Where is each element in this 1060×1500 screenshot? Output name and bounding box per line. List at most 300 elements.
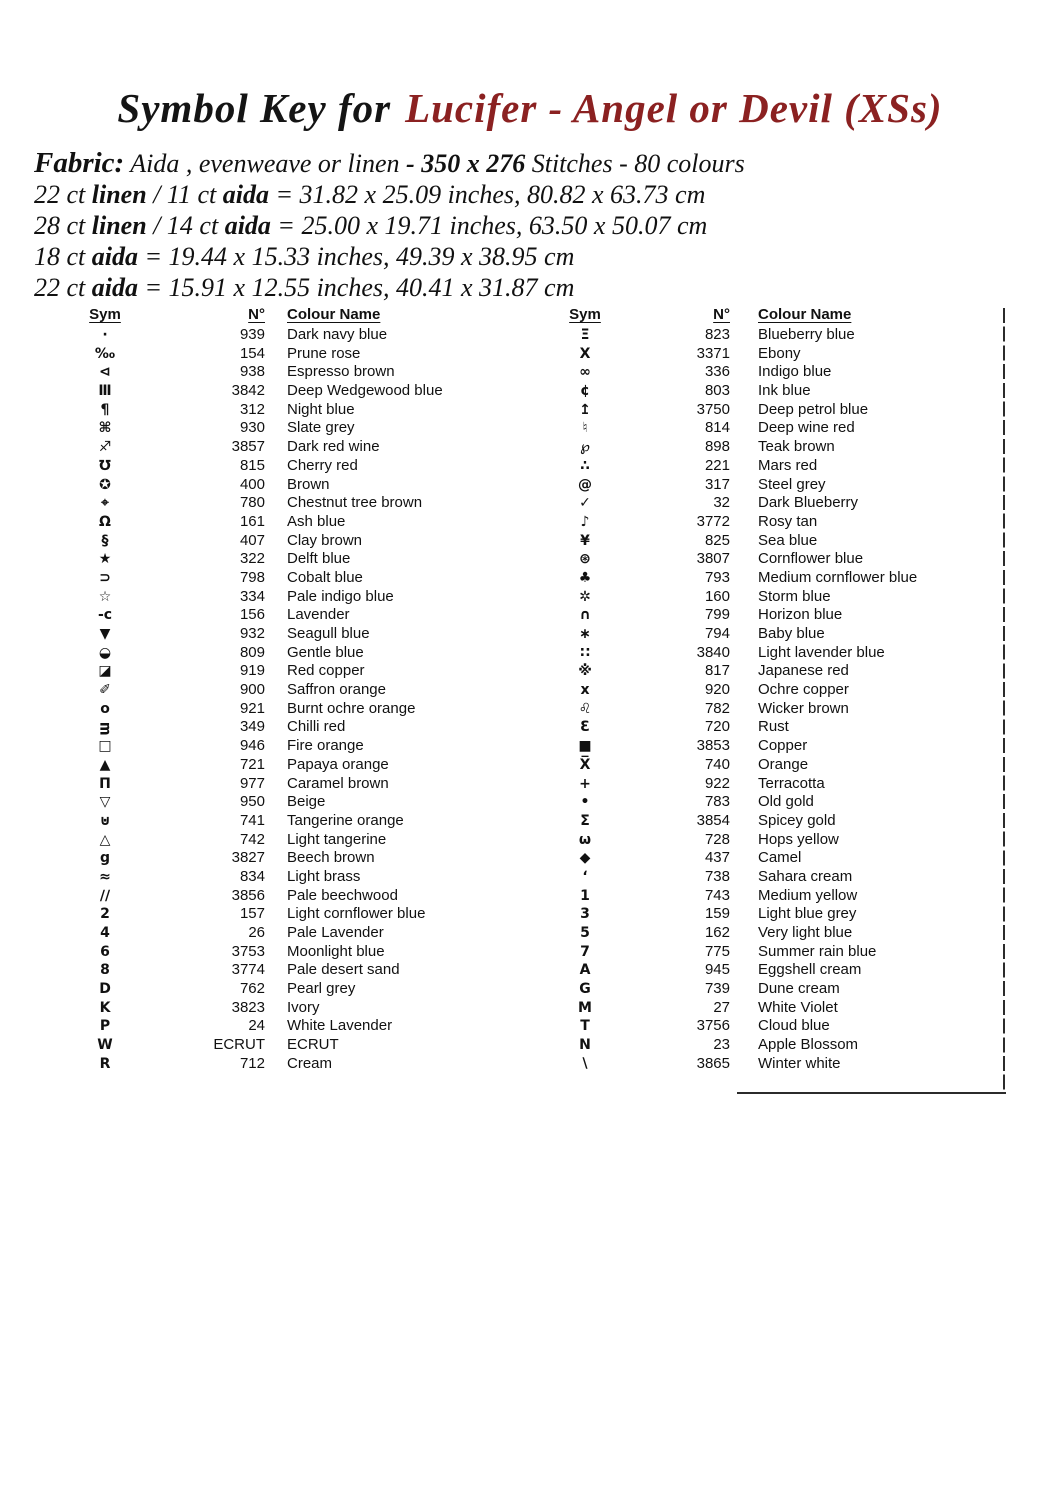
thread-number: 932	[239, 625, 265, 642]
colour-name: Storm blue	[758, 587, 831, 605]
stitch-symbol: ∕∕	[99, 887, 111, 904]
stitch-symbol: ▲	[99, 756, 111, 773]
key-row	[545, 775, 1005, 794]
key-row	[60, 1036, 505, 1055]
stitch-symbol: ¢	[580, 383, 590, 400]
colour-name: Beech brown	[287, 849, 375, 867]
key-row	[545, 831, 1005, 850]
colour-name: Ivory	[287, 998, 320, 1016]
thread-number: 32	[713, 494, 730, 512]
key-row	[60, 662, 505, 681]
colour-name: Clay brown	[287, 531, 363, 549]
colour-name-column-header-label: Colour Name	[287, 306, 381, 323]
thread-number: 162	[704, 924, 730, 941]
key-row	[60, 980, 505, 999]
key-row	[60, 382, 505, 401]
thread-number: 3371	[696, 344, 730, 362]
key-row	[60, 943, 505, 962]
thread-number: 3827	[231, 849, 265, 867]
stitch-symbol: ✐	[99, 682, 111, 699]
thread-number: 3823	[231, 998, 265, 1016]
colour-name: Ash blue	[287, 512, 346, 530]
thread-number: 3856	[231, 886, 265, 904]
stitch-symbol: ⌖	[101, 495, 109, 512]
stitch-symbol: ♣	[578, 569, 592, 586]
key-row	[60, 718, 505, 737]
thread-number: 3753	[231, 942, 265, 960]
key-row	[545, 737, 1005, 756]
key-table-header	[545, 306, 1005, 326]
stitch-symbol: Ⅲ	[98, 383, 112, 400]
fabric-text-segment: aida	[91, 242, 138, 271]
thread-number: 740	[704, 755, 730, 773]
key-row	[545, 644, 1005, 663]
stitch-symbol: ☆	[98, 588, 112, 605]
colour-name: Chilli red	[287, 718, 346, 736]
stitch-symbol: 6	[100, 943, 110, 960]
stitch-symbol: ℘	[580, 439, 590, 456]
stitch-symbol: Σ	[580, 812, 590, 829]
thread-number: 738	[704, 867, 730, 885]
fabric-text-segment: = 25.00 x 19.71 inches, 63.50 x 50.07 cm	[270, 211, 708, 240]
key-row	[60, 737, 505, 756]
thread-number: 3772	[696, 512, 730, 530]
stitch-symbol: 3	[580, 906, 590, 923]
colour-name: White Lavender	[287, 1017, 393, 1035]
thread-number: 349	[239, 718, 265, 736]
key-row	[545, 419, 1005, 438]
fabric-text-segment: 22 ct	[34, 180, 92, 209]
thread-number: 3750	[696, 400, 730, 418]
thread-number: 798	[239, 568, 265, 586]
sym-column-header-label: Sym	[569, 306, 601, 323]
colour-name: Tangerine orange	[287, 811, 404, 829]
number-column-header-label: N°	[713, 306, 730, 323]
key-row	[545, 494, 1005, 513]
colour-name: Summer rain blue	[758, 942, 877, 960]
key-row	[545, 513, 1005, 532]
colour-name: Teak brown	[758, 438, 835, 456]
key-row	[545, 756, 1005, 775]
fabric-text-segment: = 31.82 x 25.09 inches, 80.82 x 63.73 cm	[268, 180, 706, 209]
colour-name: Dark red wine	[287, 438, 380, 456]
stitch-symbol: 7	[580, 943, 590, 960]
stitch-symbol: ⊍	[99, 812, 111, 829]
key-row	[545, 476, 1005, 495]
key-row	[60, 363, 505, 382]
stitch-symbol: ♮	[582, 420, 588, 437]
fabric-text-segment: 18 ct	[34, 242, 92, 271]
colour-name: Medium cornflower blue	[758, 568, 918, 586]
key-row	[545, 812, 1005, 831]
thread-number: 823	[704, 326, 730, 343]
stitch-symbol: ∩	[579, 607, 591, 624]
thread-number: 221	[704, 456, 730, 474]
colour-name: Japanese red	[758, 662, 849, 680]
thread-number: 775	[704, 942, 730, 960]
thread-number: 407	[239, 531, 265, 549]
stitch-symbol: Ɛ	[580, 719, 590, 736]
key-row	[545, 550, 1005, 569]
colour-name: Cobalt blue	[287, 568, 363, 586]
colour-name: Eggshell cream	[758, 961, 862, 979]
thread-number: 782	[704, 699, 730, 717]
thread-number: 3840	[696, 643, 730, 661]
colour-name: Dune cream	[758, 980, 840, 998]
stitch-symbol: ∗	[579, 626, 591, 642]
thread-number: 834	[239, 867, 265, 885]
colour-name: Night blue	[287, 400, 355, 418]
key-row	[545, 457, 1005, 476]
colour-name: Pale beechwood	[287, 886, 398, 904]
key-row	[545, 793, 1005, 812]
thread-number: 3853	[696, 737, 730, 755]
key-row	[545, 905, 1005, 924]
key-row	[545, 1055, 1005, 1074]
thread-number: 922	[704, 774, 730, 792]
colour-name: Rosy tan	[758, 512, 818, 530]
stitch-symbol: g	[99, 850, 111, 867]
fabric-text-segment: Stitches - 80 colours	[525, 149, 745, 178]
stitch-symbol: ᴟ	[100, 719, 110, 736]
stitch-symbol: ‰	[94, 345, 116, 362]
thread-number: 159	[704, 905, 730, 923]
thread-number: 794	[704, 625, 730, 642]
thread-number: 322	[239, 550, 265, 568]
thread-number: 783	[704, 793, 730, 811]
key-row	[545, 326, 1005, 345]
thread-number: 814	[704, 419, 730, 437]
stitch-symbol: ▼	[99, 626, 111, 642]
fabric-text-segment: aida	[224, 211, 271, 240]
fabric-text-segment: - 350 x 276	[406, 149, 526, 178]
colour-name: Red copper	[287, 662, 365, 680]
key-table-right	[545, 306, 1005, 1074]
stitch-symbol: ¶	[100, 401, 110, 418]
thread-number: 720	[704, 718, 730, 736]
key-table-left	[60, 306, 505, 1074]
key-row	[545, 345, 1005, 364]
key-row	[545, 625, 1005, 644]
thread-number: 939	[239, 326, 265, 343]
fabric-line	[34, 272, 994, 303]
title-pattern-name: Lucifer - Angel or Devil (XSs)	[405, 85, 943, 131]
page-title	[0, 84, 1060, 132]
key-row	[60, 588, 505, 607]
colour-name: Chestnut tree brown	[287, 494, 423, 512]
thread-number: 334	[239, 587, 265, 605]
stitch-symbol: P	[99, 1018, 111, 1035]
thread-number: 437	[704, 849, 730, 867]
colour-name: Horizon blue	[758, 606, 843, 624]
stitch-symbol: ◪	[98, 663, 112, 680]
thread-number: 945	[704, 961, 730, 979]
key-row	[60, 1055, 505, 1074]
stitch-symbol: X	[579, 345, 591, 362]
fabric-text-segment: = 15.91 x 12.55 inches, 40.41 x 31.87 cm	[138, 273, 575, 302]
stitch-symbol: •	[580, 794, 590, 811]
thread-number: 898	[704, 438, 730, 456]
stitch-symbol: ⊛	[579, 551, 591, 568]
thread-number: 950	[239, 793, 265, 811]
colour-name: Deep wine red	[758, 419, 855, 437]
stitch-symbol: ♌	[578, 700, 592, 717]
colour-name-column-header-label: Colour Name	[758, 306, 852, 323]
fabric-text-segment: aida	[222, 180, 269, 209]
key-row	[60, 793, 505, 812]
colour-name: Dark Blueberry	[758, 494, 859, 512]
thread-number: 721	[239, 755, 265, 773]
thread-number: 977	[239, 774, 265, 792]
stitch-symbol: D	[99, 981, 111, 998]
colour-name: Wicker brown	[758, 699, 849, 717]
stitch-symbol: □	[98, 738, 112, 755]
colour-name: Prune rose	[287, 344, 361, 362]
thread-number: 3774	[231, 961, 265, 979]
sym-column-header-label: Sym	[89, 306, 121, 323]
fabric-text-segment: linen	[91, 211, 147, 240]
stitch-symbol: 2	[100, 906, 110, 923]
key-row	[60, 476, 505, 495]
colour-name: Terracotta	[758, 774, 825, 792]
key-row	[60, 419, 505, 438]
thread-number: 312	[239, 400, 265, 418]
key-row	[60, 868, 505, 887]
thread-number: 739	[704, 980, 730, 998]
colour-name-column-header	[265, 306, 380, 323]
fabric-line	[34, 148, 994, 179]
colour-name: Gentle blue	[287, 643, 364, 661]
stitch-symbol: ※	[578, 663, 592, 680]
key-row	[60, 532, 505, 551]
stitch-symbol: ⊲	[99, 364, 111, 381]
colour-name: Spicey gold	[758, 811, 836, 829]
stitch-symbol: ⊃	[99, 569, 111, 586]
thread-number: 3756	[696, 1017, 730, 1035]
key-row	[60, 831, 505, 850]
thread-number: 3807	[696, 550, 730, 568]
thread-number: 946	[239, 737, 265, 755]
number-column-header-label: N°	[248, 306, 265, 323]
colour-name: Fire orange	[287, 737, 364, 755]
colour-name: Baby blue	[758, 625, 825, 642]
stitch-symbol: @	[578, 476, 592, 493]
key-row	[545, 1017, 1005, 1036]
key-row	[60, 775, 505, 794]
stitch-symbol: M	[578, 999, 592, 1016]
colour-name: Pale indigo blue	[287, 587, 394, 605]
colour-name: Light cornflower blue	[287, 905, 426, 923]
thread-number: 157	[239, 905, 265, 923]
colour-name: Blueberry blue	[758, 326, 855, 343]
key-row	[60, 606, 505, 625]
sym-column-header	[545, 306, 625, 323]
colour-name: Espresso brown	[287, 363, 395, 381]
stitch-symbol: ʻ	[582, 868, 588, 885]
colour-name: Orange	[758, 755, 809, 773]
key-row	[545, 961, 1005, 980]
thread-number: 336	[704, 363, 730, 381]
colour-name: Ink blue	[758, 382, 811, 400]
thread-number: 799	[704, 606, 730, 624]
thread-number: 400	[239, 475, 265, 493]
stitch-symbol: R	[99, 1055, 111, 1072]
stitch-symbol: 4	[100, 925, 110, 941]
stitch-symbol: ♐	[98, 439, 112, 456]
fabric-text-segment: Fabric:	[34, 147, 125, 179]
key-row	[60, 550, 505, 569]
stitch-symbol: +	[579, 775, 591, 792]
key-table-header	[60, 306, 505, 326]
key-row	[60, 756, 505, 775]
key-row	[545, 718, 1005, 737]
stitch-symbol: -c	[97, 607, 113, 624]
colour-name: Moonlight blue	[287, 942, 385, 960]
key-row	[60, 644, 505, 663]
fabric-text-segment: 28 ct	[34, 211, 92, 240]
stitch-symbol: ↥	[579, 401, 591, 418]
key-row	[60, 905, 505, 924]
key-row	[545, 849, 1005, 868]
stitch-symbol: N	[579, 1037, 591, 1054]
stitch-symbol: T	[580, 1018, 590, 1035]
key-row	[60, 438, 505, 457]
colour-name: Brown	[287, 475, 330, 493]
colour-name: Apple Blossom	[758, 1036, 859, 1054]
thread-number: 24	[248, 1017, 265, 1035]
key-row	[545, 700, 1005, 719]
stitch-symbol: ★	[98, 551, 112, 568]
thread-number: 23	[713, 1036, 730, 1054]
fabric-text-segment: = 19.44 x 15.33 inches, 49.39 x 38.95 cm	[138, 242, 575, 271]
stitch-symbol: Ξ	[580, 327, 590, 343]
colour-name: ECRUT	[287, 1036, 339, 1054]
stitch-symbol: x	[580, 682, 590, 699]
colour-name: Hops yellow	[758, 830, 839, 848]
thread-number: 26	[248, 924, 265, 941]
number-column-header	[150, 306, 265, 323]
thread-number: 3857	[231, 438, 265, 456]
colour-name: Old gold	[758, 793, 814, 811]
stitch-symbol: ♪	[580, 513, 590, 530]
thread-number: 728	[704, 830, 730, 848]
key-row	[545, 401, 1005, 420]
colour-name: Rust	[758, 718, 789, 736]
key-row	[60, 700, 505, 719]
thread-number: 803	[704, 382, 730, 400]
stitch-symbol: 5	[580, 925, 590, 941]
key-row	[60, 326, 505, 345]
thread-number: 154	[239, 344, 265, 362]
colour-name: Deep petrol blue	[758, 400, 869, 418]
thread-number: 825	[704, 531, 730, 549]
stitch-symbol: ∞	[579, 364, 591, 381]
key-row	[60, 569, 505, 588]
thread-number: 919	[239, 662, 265, 680]
colour-name: Pearl grey	[287, 980, 356, 998]
key-row	[545, 868, 1005, 887]
fabric-line	[34, 179, 994, 210]
key-row	[545, 1036, 1005, 1055]
colour-name: Cloud blue	[758, 1017, 830, 1035]
colour-name: Ebony	[758, 344, 801, 362]
thread-number: 3865	[696, 1054, 730, 1072]
colour-name: Camel	[758, 849, 802, 867]
thread-number: 815	[239, 456, 265, 474]
stitch-symbol: ◒	[98, 644, 112, 661]
key-row	[545, 438, 1005, 457]
key-row	[545, 382, 1005, 401]
table-right-border	[1003, 308, 1005, 1094]
thread-number: 900	[239, 681, 265, 699]
stitch-symbol: W	[97, 1037, 113, 1054]
fabric-text-segment: aida	[91, 273, 138, 302]
key-row	[60, 345, 505, 364]
fabric-info	[34, 148, 994, 303]
stitch-symbol: ∖	[580, 1055, 590, 1072]
fabric-text-segment: / 14 ct	[146, 211, 225, 240]
colour-name: Winter white	[758, 1054, 841, 1072]
key-row	[60, 961, 505, 980]
table-bottom-border	[737, 1092, 1006, 1094]
key-row	[60, 401, 505, 420]
colour-name: Slate grey	[287, 419, 355, 437]
thread-number: ECRUT	[213, 1036, 265, 1054]
stitch-symbol: ℧	[99, 457, 111, 474]
thread-number: 938	[239, 363, 265, 381]
stitch-symbol: ≈	[99, 868, 111, 885]
colour-name: Light tangerine	[287, 830, 387, 848]
thread-number: 712	[239, 1054, 265, 1072]
fabric-text-segment: 22 ct	[34, 273, 92, 302]
thread-number: 160	[704, 587, 730, 605]
key-row	[545, 681, 1005, 700]
colour-name: Steel grey	[758, 475, 826, 493]
colour-name: Delft blue	[287, 550, 351, 568]
stitch-symbol: 1	[580, 887, 590, 904]
thread-number: 762	[239, 980, 265, 998]
colour-name: Deep Wedgewood blue	[287, 382, 443, 400]
stitch-symbol: o	[100, 700, 110, 717]
thread-number: 3854	[696, 811, 730, 829]
key-row	[60, 1017, 505, 1036]
stitch-symbol: ✪	[99, 476, 111, 493]
thread-number: 817	[704, 662, 730, 680]
stitch-symbol: X̅	[579, 756, 591, 773]
colour-name: Pale desert sand	[287, 961, 400, 979]
colour-name: Light blue grey	[758, 905, 857, 923]
key-row	[60, 849, 505, 868]
fabric-text-segment: Aida , evenweave or linen	[124, 149, 407, 178]
colour-name: Seagull blue	[287, 625, 370, 642]
key-row	[60, 457, 505, 476]
key-row	[545, 532, 1005, 551]
fabric-line	[34, 210, 994, 241]
stitch-symbol: ✓	[579, 495, 591, 512]
thread-number: 161	[239, 512, 265, 530]
colour-name: Mars red	[758, 456, 818, 474]
key-row	[545, 606, 1005, 625]
thread-number: 793	[704, 568, 730, 586]
thread-number: 3842	[231, 382, 265, 400]
colour-name: Sea blue	[758, 531, 818, 549]
fabric-text-segment: / 11 ct	[146, 180, 223, 209]
thread-number: 741	[239, 811, 265, 829]
key-row	[60, 924, 505, 943]
stitch-symbol: Π	[99, 775, 111, 792]
colour-name: Light lavender blue	[758, 643, 885, 661]
key-row	[545, 980, 1005, 999]
